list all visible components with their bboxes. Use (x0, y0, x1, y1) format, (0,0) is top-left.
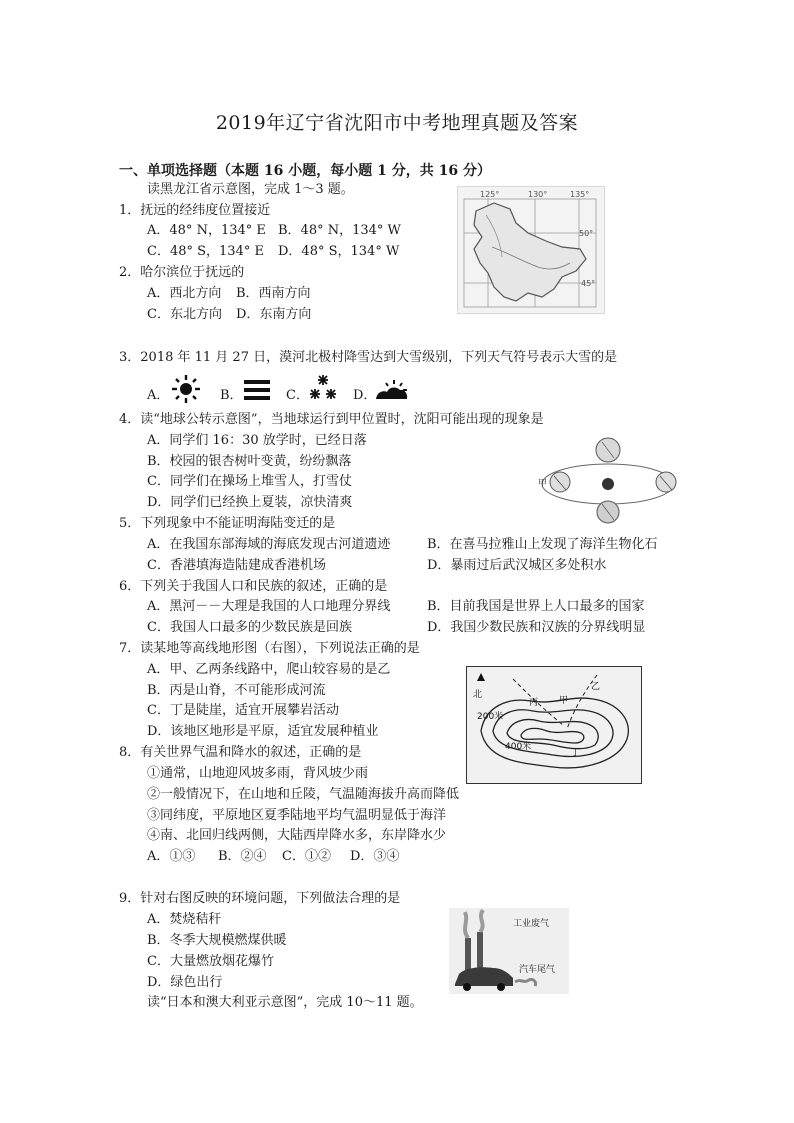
q3-option-c: C． (286, 388, 309, 403)
q5-option-c: C．香港填海造陆建成香港机场 (147, 558, 326, 573)
q8-statement-3: ③同纬度，平原地区夏季陆地平均气温明显低于海洋 (147, 808, 447, 823)
q2-option-c: C．东北方向 (147, 307, 222, 322)
orbit-label-jia: 甲 (538, 479, 548, 489)
contour-map-figure (466, 666, 642, 784)
contour-map-svg (467, 667, 641, 783)
intro-text: 读黑龙江省示意图，完成 1～3 题。 (147, 182, 354, 197)
q6-option-b: B．目前我国是世界上人口最多的国家 (427, 599, 645, 614)
earth-orbit-figure (526, 434, 686, 530)
question-4-stem: 4．读“地球公转示意图”，当地球运行到甲位置时，沈阳可能出现的现象是 (119, 412, 544, 427)
lat-label-50: 50° (579, 229, 594, 238)
q6-option-a: A．黑河－－大理是我国的人口地理分界线 (147, 599, 391, 614)
q4-option-c: C．同学们在操场上堆雪人，打雪仗 (147, 474, 352, 489)
intro-text-2: 读“日本和澳大利亚示意图”，完成 10～11 题。 (147, 995, 423, 1010)
q6-option-c: C．我国人口最多的少数民族是回族 (147, 620, 352, 635)
contour-label-ding: 丁 (571, 748, 581, 758)
q8-option-d: D．③④ (350, 849, 400, 864)
earth-position-right (656, 472, 676, 492)
question-2-stem: 2．哈尔滨位于抚远的 (119, 265, 245, 280)
q3-option-b: B． (220, 388, 243, 403)
q1-option-a: A．48° N，134° E (147, 223, 266, 238)
q9-option-a: A．焚烧秸秆 (147, 912, 222, 927)
q8-statement-2: ②一般情况下，在山地和丘陵，气温随海拔升高而降低 (147, 787, 460, 802)
q7-option-a: A．甲、乙两条线路中，爬山较容易的是乙 (147, 662, 391, 677)
q3-option-d: D． (353, 388, 377, 403)
north-label: 北 (473, 690, 483, 700)
sun-icon (602, 478, 614, 490)
lon-label-125: 125° (480, 190, 500, 199)
q2-option-b: B．西南方向 (236, 286, 311, 301)
q8-option-a: A．①③ (147, 849, 196, 864)
car-icon (455, 967, 513, 986)
q8-statement-4: ④南、北回归线两侧，大陆西岸降水多，东岸降水少 (147, 828, 447, 843)
heilongjiang-map-svg (458, 187, 604, 313)
heavy-snow-icon (308, 373, 338, 403)
lon-label-130: 130° (528, 190, 548, 199)
earth-position-left (550, 472, 570, 492)
question-8-stem: 8．有关世界气温和降水的叙述，正确的是 (119, 745, 362, 760)
q9-option-b: B．冬季大规模燃煤供暖 (147, 933, 287, 948)
question-5-stem: 5．下列现象中不能证明海陆变迁的是 (119, 516, 336, 531)
contour-label-400: 400米 (505, 742, 532, 752)
q1-option-b: B．48° N，134° W (278, 223, 401, 238)
q5-option-a: A．在我国东部海域的海底发现古河道遗迹 (147, 537, 391, 552)
q1-option-d: D．48° S，134° W (278, 244, 400, 259)
question-9-stem: 9．针对右图反映的环境问题，下列做法合理的是 (119, 891, 401, 906)
question-7-stem: 7．读某地等高线地形图（右图），下列说法正确的是 (119, 641, 420, 656)
pollution-svg (449, 908, 569, 994)
q2-option-a: A．西北方向 (147, 286, 222, 301)
q9-option-d: D．绿色出行 (147, 975, 223, 990)
heilongjiang-map-figure (457, 186, 605, 314)
question-6-stem: 6．下列关于我国人口和民族的叙述，正确的是 (119, 579, 388, 594)
question-3-stem: 3．2018 年 11 月 27 日，漠河北极村降雪达到大雪级别，下列天气符号表示大雪的是 (119, 350, 618, 365)
contour-label-bing: 丙 (529, 698, 539, 708)
lat-label-45: 45° (581, 279, 596, 288)
q7-option-c: C．丁是陡崖，适宜开展攀岩活动 (147, 703, 339, 718)
lon-label-135: 135° (570, 190, 590, 199)
q7-option-b: B．丙是山脊，不可能形成河流 (147, 683, 326, 698)
q4-option-b: B．校园的银杏树叶变黄，纷纷飘落 (147, 454, 352, 469)
q9-option-c: C．大量燃放烟花爆竹 (147, 954, 274, 969)
pollution-figure (449, 908, 569, 994)
q4-option-a: A．同学们 16：30 放学时，已经日落 (147, 433, 367, 448)
q6-option-d: D．我国少数民族和汉族的分界线明显 (427, 620, 646, 635)
q8-option-c: C．①② (282, 849, 331, 864)
contour-label-yi: 乙 (591, 682, 601, 692)
fog-weather-icon (242, 378, 272, 402)
q3-option-a: A． (147, 388, 170, 403)
q8-option-b: B．②④ (218, 849, 267, 864)
page-title: 2019年辽宁省沈阳市中考地理真题及答案 (215, 112, 579, 134)
question-1-stem: 1．抚远的经纬度位置接近 (119, 203, 271, 218)
q5-option-d: D．暴雨过后武汉城区多处积水 (427, 558, 607, 573)
q7-option-d: D．该地区地形是平原，适宜发展种植业 (147, 724, 379, 739)
car-exhaust-label: 汽车尾气 (519, 965, 556, 975)
q1-option-c: C．48° S，134° E (147, 244, 264, 259)
q5-option-b: B．在喜马拉雅山上发现了海洋生物化石 (427, 537, 658, 552)
sunny-weather-icon (170, 374, 202, 404)
contour-label-jia: 甲 (559, 696, 569, 706)
industry-exhaust-label: 工业废气 (513, 919, 550, 929)
q2-option-d: D．东南方向 (236, 307, 312, 322)
section-heading: 一、单项选择题（本题 16 小题，每小题 1 分，共 16 分） (119, 163, 491, 179)
q4-option-d: D．同学们已经换上夏装，凉快清爽 (147, 495, 353, 510)
contour-label-200: 200米 (477, 712, 504, 722)
q8-statement-1: ①通常，山地迎风坡多雨，背风坡少雨 (147, 766, 369, 781)
partly-cloudy-icon (374, 378, 410, 402)
